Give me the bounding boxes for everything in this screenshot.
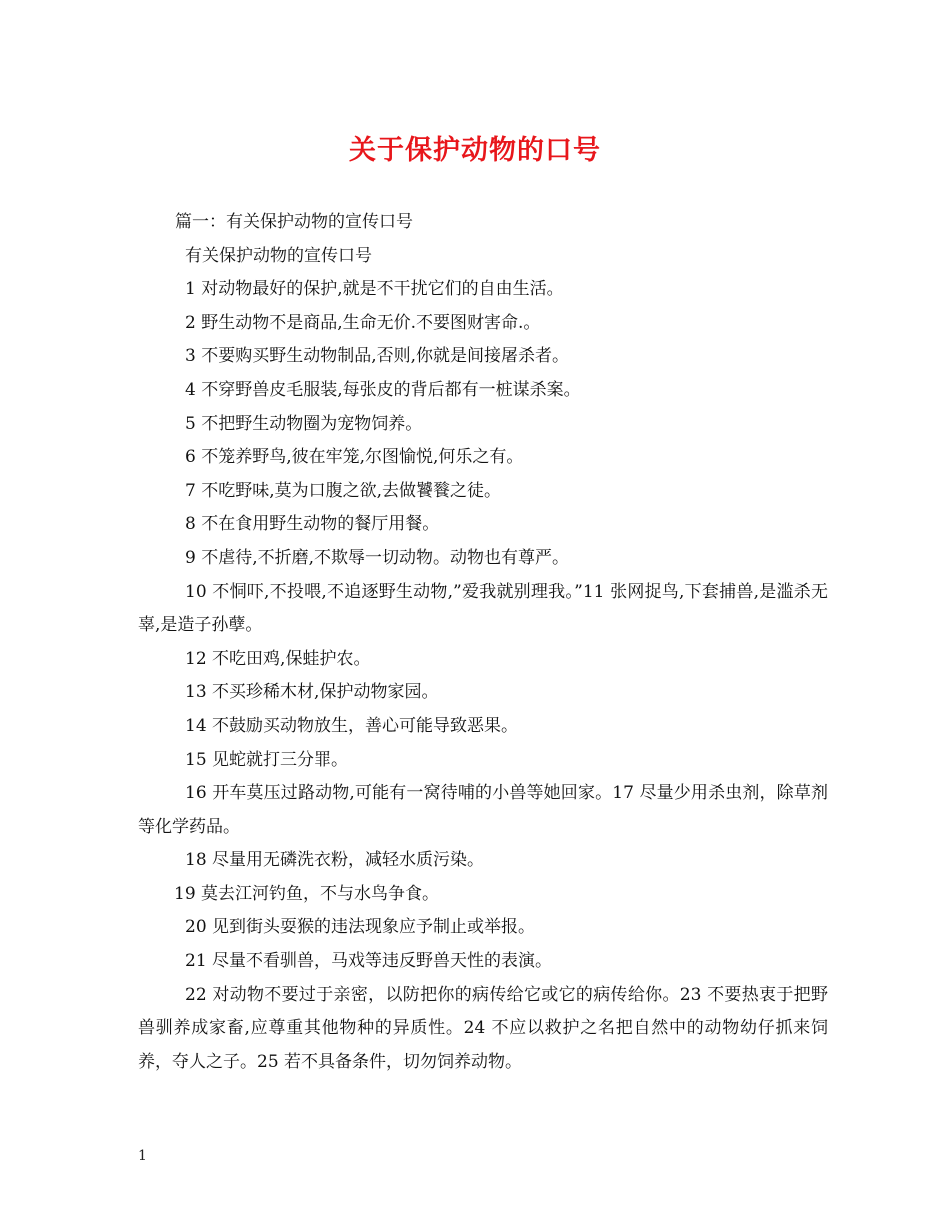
slogan-item: 2 野生动物不是商品,生命无价.不要图财害命.。 bbox=[185, 312, 541, 333]
slogan-item: 20 见到街头耍猴的违法现象应予制止或举报。 bbox=[185, 917, 536, 938]
slogan-item: 13 不买珍稀木材,保护动物家园。 bbox=[185, 682, 439, 703]
slogan-item: 9 不虐待,不折磨,不欺辱一切动物。动物也有尊严。 bbox=[185, 547, 570, 568]
document-body bbox=[138, 206, 828, 1079]
slogan-item: 4 不穿野兽皮毛服装,每张皮的背后都有一桩谋杀案。 bbox=[185, 379, 581, 400]
slogan-item: 8 不在食用野生动物的餐厅用餐。 bbox=[185, 514, 440, 535]
slogan-paragraph: 10 不恫吓,不投喂,不追逐野生动物,”爱我就别理我。”11 张网捉鸟,下套捕兽,是滥杀无辜,是造子孙孽。 bbox=[138, 581, 828, 636]
slogan-item: 19 莫去江河钓鱼，不与水鸟争食。 bbox=[174, 883, 440, 904]
document-title: 关于保护动物的口号 bbox=[349, 135, 601, 166]
slogan-item: 15 见蛇就打三分罪。 bbox=[185, 749, 349, 770]
slogan-item: 18 尽量用无磷洗衣粉，减轻水质污染。 bbox=[185, 850, 485, 871]
section-heading: 篇一：有关保护动物的宣传口号 bbox=[175, 212, 413, 232]
page-number: 1 bbox=[138, 1148, 147, 1164]
subheading: 有关保护动物的宣传口号 bbox=[185, 245, 372, 266]
slogan-item: 21 尽量不看驯兽，马戏等违反野兽天性的表演。 bbox=[185, 951, 553, 972]
slogan-item: 12 不吃田鸡,保蛙护农。 bbox=[185, 648, 371, 669]
slogan-paragraph: 16 开车莫压过路动物,可能有一窝待哺的小兽等她回家。17 尽量少用杀虫剂，除草剂等化学药品。 bbox=[138, 783, 828, 837]
slogan-item: 3 不要购买野生动物制品,否则,你就是间接屠杀者。 bbox=[185, 346, 570, 367]
slogan-item: 6 不笼养野鸟,彼在牢笼,尔图愉悦,何乐之有。 bbox=[185, 447, 524, 468]
slogan-item: 7 不吃野味,莫为口腹之欲,去做饕餮之徒。 bbox=[185, 480, 502, 501]
slogan-item: 5 不把野生动物圈为宠物饲养。 bbox=[185, 413, 423, 434]
slogan-item: 1 对动物最好的保护,就是不干扰它们的自由生活。 bbox=[185, 279, 564, 300]
slogan-paragraph: 22 对动物不要过于亲密，以防把你的病传给它或它的病传给你。23 不要热衷于把野兽驯养成家畜,应尊重其他物种的异质性。24 不应以救护之名把自然中的动物幼仔抓来饲养，夺人之子。25 若不具备条件，切勿饲养动物。 bbox=[138, 984, 828, 1072]
slogan-item: 14 不鼓励买动物放生，善心可能导致恶果。 bbox=[185, 715, 519, 736]
